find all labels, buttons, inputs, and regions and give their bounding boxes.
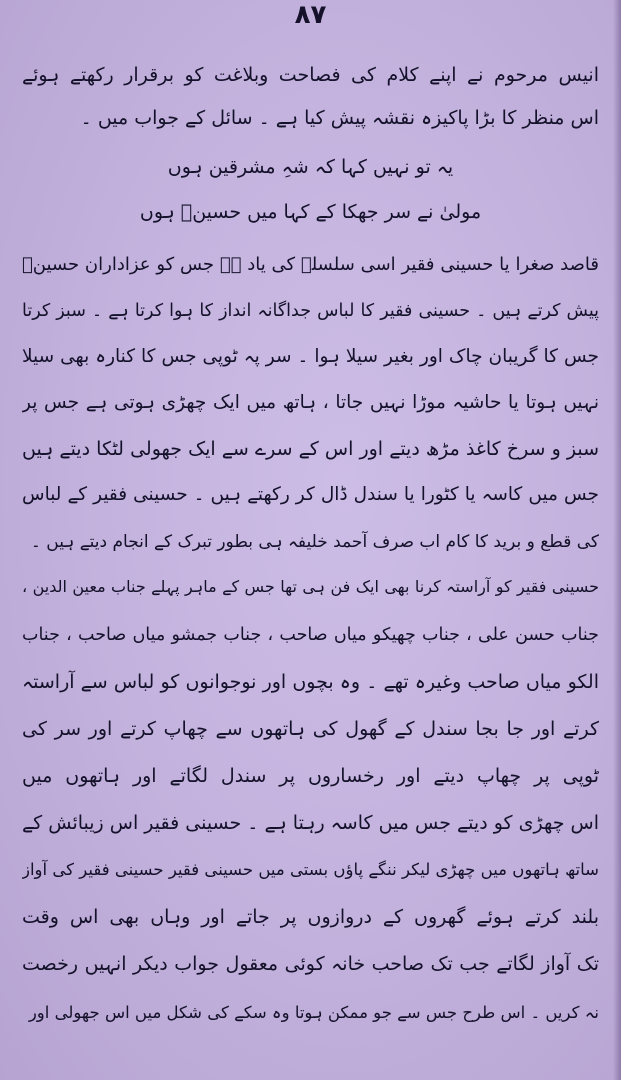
text-line: کی قطع و برید کا کام اب صرف آحمد خلیفہ ہی بطور تبرک کے انجام دیتے ہیں ۔ (30, 532, 599, 552)
couplet-verse-1: یہ تو نہیں کہا کہ شہِ مشرقین ہوں (167, 156, 454, 178)
text-line: اس منظر کا بڑا پاکیزہ نقشہ پیش کیا ہے ۔ سائل کے جواب میں ۔ (80, 107, 599, 129)
text-line: قاصد صغرا یا حسینی فقیر اسی سلسلے کی یاد ہے جس کو عزاداران حسینؑ (22, 254, 599, 275)
text-line: حسینی فقیر کو آراستہ کرنا بھی ایک فن ہی تھا جس کے ماہر پہلے جناب معین الدین ، (22, 577, 599, 596)
text-line: نہیں ہوتا یا حاشیہ موڑا نہیں جاتا ، ہاتھ میں ایک چھڑی ہوتی ہے جس پر (22, 392, 599, 413)
text-line: جس میں کاسہ یا کٹورا یا سندل ڈال کر رکھتے ہیں ۔ حسینی فقیر کے لباس (22, 484, 599, 505)
text-line: سبز و سرخ کاغذ مڑھ دیتے اور اس کے سرے سے ایک جھولی لٹکا دیتے ہیں (22, 438, 599, 460)
text-line: ساتھ ہاتھوں میں چھڑی لیکر ننگے پاؤں بستی میں حسینی فقیر حسینی فقیر کی آواز (22, 860, 599, 879)
text-line: تک آواز لگاتے جب تک صاحب خانہ کوئی معقول جواب دیکر انہیں رخصت (22, 953, 599, 975)
couplet-verse-2: مولیٰ نے سر جھکا کے کہا میں حسینؑ ہوں (139, 201, 482, 223)
text-line: ٹوپی پر چھاپ دیتے اور رخساروں پر سندل لگاتے اور ہاتھوں میں (22, 765, 599, 787)
text-line: بلند کرتے ہوئے گھروں کے دروازوں پر جاتے اور وہاں بھی اس وقت (22, 906, 599, 928)
text-line: جس کا گریبان چاک اور بغیر سیلا ہوا ۔ سر پہ ٹوپی جس کا کنارہ بھی سیلا (22, 346, 599, 367)
text-line: نہ کریں ۔ اس طرح جس سے جو ممکن ہوتا وہ سکے کی شکل میں اس جھولی اور (28, 1003, 599, 1022)
text-line: پیش کرتے ہیں ۔ حسینی فقیر کا لباس جداگانہ انداز کا ہوا کرتا ہے ۔ سبز کرتا (22, 301, 599, 321)
text-line: اس چھڑی کو دیتے جس میں کاسہ رہتا ہے ۔ حسینی فقیر اس زیبائش کے (22, 812, 599, 834)
text-line: الکو میاں صاحب وغیرہ تھے ۔ وہ بچوں اور نوجوانوں کو لباس سے آراستہ (22, 671, 599, 693)
page-number: ۸۷ (294, 0, 327, 30)
text-line: جناب حسن علی ، جناب چھیکو میاں صاحب ، جناب جمشو میاں صاحب ، جناب (22, 625, 599, 645)
text-line: کرتے اور جا بجا سندل کے گھول کی ہاتھوں سے چھاپ کرتے اور سر کی (22, 718, 599, 740)
text-line: انیس مرحوم نے اپنے کلام کی فصاحت وبلاغت کو برقرار رکھتے ہوئے (22, 64, 599, 86)
